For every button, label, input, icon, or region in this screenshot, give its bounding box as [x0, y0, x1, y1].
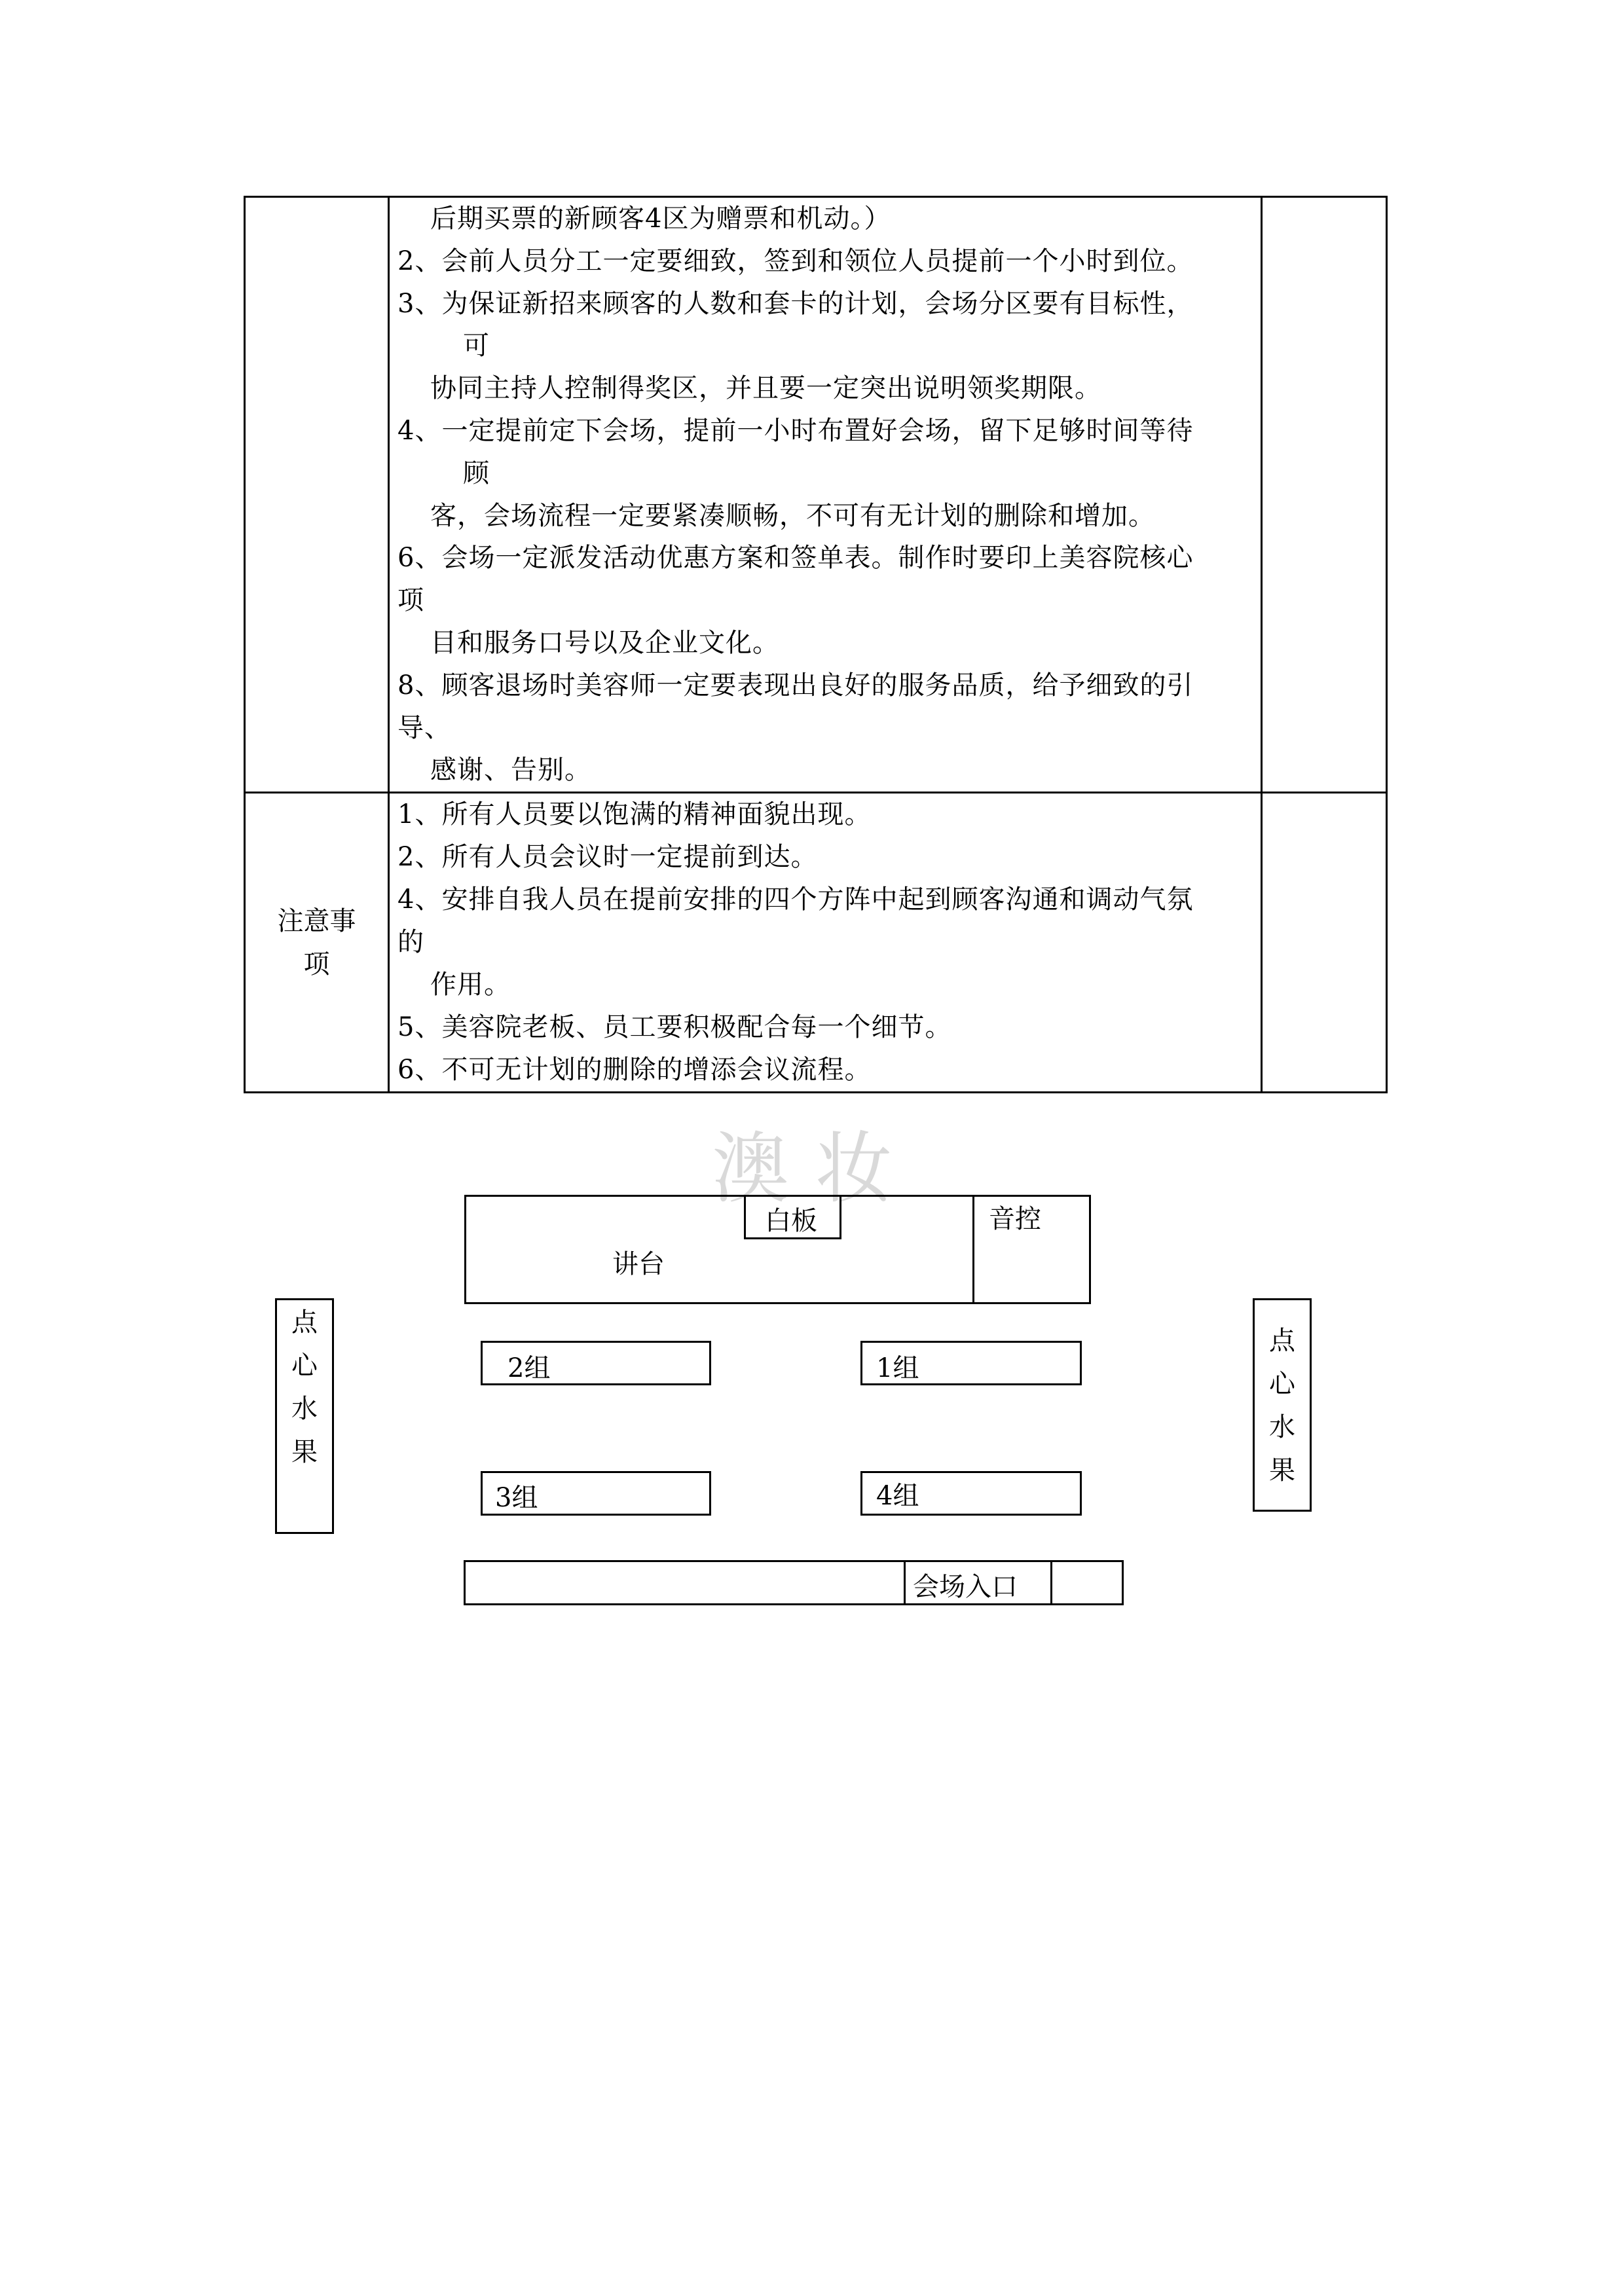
snacks-left-label — [275, 1301, 334, 1474]
text-line: 2、所有人员会议时一定提前到达。 — [397, 842, 818, 873]
row-content-cell — [389, 793, 1262, 1093]
group-4-label: 4组 — [876, 1481, 919, 1511]
row-label-line: 项 — [303, 949, 330, 979]
text-line: 协同主持人控制得奖区，并且要一定突出说明领奖期限。 — [430, 373, 1101, 404]
snacks-left-char: 果 — [291, 1437, 318, 1467]
snacks-right-char: 水 — [1269, 1412, 1295, 1442]
text-line: 6、不可无计划的删除的增添会议流程。 — [397, 1055, 872, 1085]
row-extra-cell — [1262, 197, 1387, 793]
text-line: 3、为保证新招来顾客的人数和套卡的计划，会场分区要有目标性， — [397, 288, 1194, 319]
text-line: 5、美容院老板、员工要积极配合每一个细节。 — [397, 1012, 952, 1043]
group-1-label: 1组 — [876, 1353, 919, 1383]
entrance-label: 会场入口 — [913, 1572, 1018, 1602]
snacks-left-char: 心 — [291, 1351, 318, 1381]
text-line: 2、会前人员分工一定要细致，签到和领位人员提前一个小时到位。 — [397, 246, 1194, 276]
text-line: 项 — [397, 585, 424, 616]
meeting-plan-table — [244, 196, 1388, 1093]
row-label-line: 注意事 — [277, 905, 356, 936]
snacks-right-char: 果 — [1269, 1455, 1295, 1485]
group-2-label: 2组 — [507, 1353, 551, 1383]
podium-label: 讲台 — [612, 1249, 665, 1279]
text-line: 可 — [463, 331, 490, 361]
snacks-right-label — [1253, 1319, 1312, 1492]
group-3-label: 3组 — [495, 1483, 538, 1513]
text-line: 后期买票的新顾客4区为赠票和机动。） — [430, 204, 891, 234]
text-line: 4、安排自我人员在提前安排的四个方阵中起到顾客沟通和调动气氛 — [397, 884, 1194, 915]
text-line: 4、一定提前定下会场，提前一小时布置好会场，留下足够时间等待 — [397, 415, 1194, 446]
text-line: 6、会场一定派发活动优惠方案和签单表。制作时要印上美容院核心 — [397, 543, 1194, 574]
snacks-right-char: 心 — [1269, 1369, 1295, 1399]
text-line: 作用。 — [430, 970, 511, 1000]
table-row — [245, 793, 1387, 1093]
snacks-left-char: 点 — [291, 1307, 318, 1338]
row-label-cell — [245, 793, 389, 1093]
row-content-cell — [389, 197, 1262, 793]
sound-control-label: 音控 — [989, 1204, 1041, 1234]
text-line: 1、所有人员要以饱满的精神面貌出现。 — [397, 799, 872, 830]
text-line: 顾 — [463, 458, 490, 488]
row-label-cell-empty — [245, 197, 389, 793]
text-line: 客，会场流程一定要紧凑顺畅，不可有无计划的删除和增加。 — [430, 500, 1155, 531]
entrance-divider — [904, 1560, 906, 1605]
text-line: 感谢、告别。 — [430, 755, 591, 786]
entrance-box — [464, 1560, 1124, 1605]
snacks-left-char: 水 — [291, 1394, 318, 1424]
text-line: 8、顾客退场时美容师一定要表现出良好的服务品质，给予细致的引 — [397, 670, 1194, 701]
whiteboard-label: 白板 — [765, 1206, 817, 1236]
entrance-divider — [1050, 1560, 1052, 1605]
text-line: 目和服务口号以及企业文化。 — [430, 627, 779, 658]
table-row — [245, 197, 1387, 793]
snacks-right-char: 点 — [1269, 1326, 1295, 1356]
row-extra-cell — [1262, 793, 1387, 1093]
text-line: 的 — [397, 927, 424, 958]
watermark-text: 澳妆 — [711, 1123, 919, 1214]
text-line: 导、 — [397, 712, 451, 743]
